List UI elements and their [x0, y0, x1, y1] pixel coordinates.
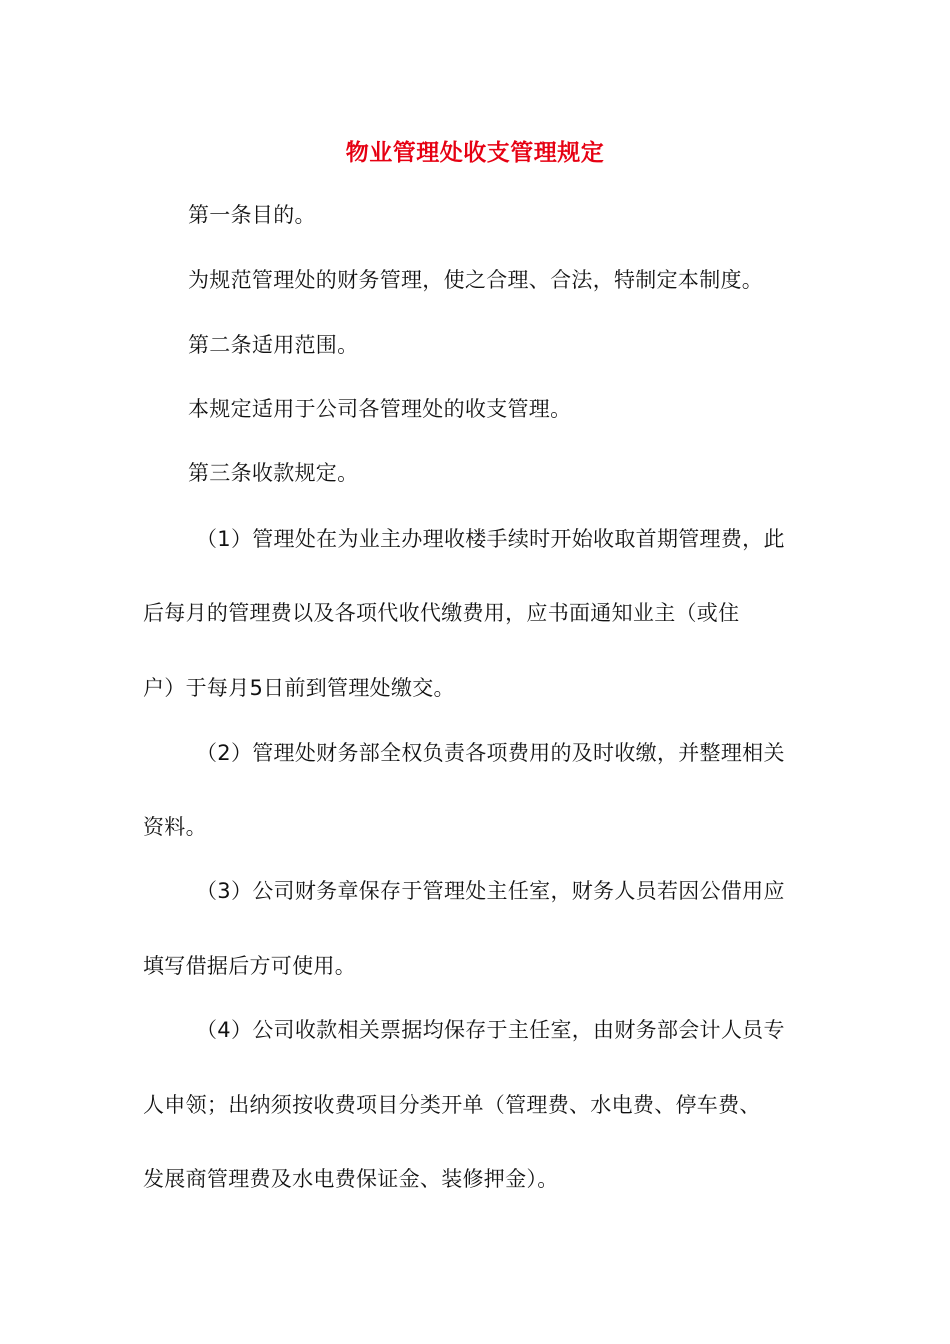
clause-3-line-2: 填写借据后方可使用。	[143, 954, 356, 978]
document-title: 物业管理处收支管理规定	[345, 140, 605, 166]
clause-4-line-1: （4）公司收款相关票据均保存于主任室，由财务部会计人员专	[196, 1018, 785, 1042]
clause-1-line-2: 后每月的管理费以及各项代收代缴费用，应书面通知业主（或住	[143, 601, 740, 625]
clause-4-line-2: 人申领；出纳须按收费项目分类开单（管理费、水电费、停车费、	[143, 1093, 761, 1117]
clause-2-line-2: 资料。	[143, 815, 207, 839]
article-1-body: 为规范管理处的财务管理，使之合理、合法，特制定本制度。	[188, 268, 764, 292]
clause-1-line-1: （1）管理处在为业主办理收楼手续时开始收取首期管理费，此	[196, 527, 785, 551]
clause-3-line-1: （3）公司财务章保存于管理处主任室，财务人员若因公借用应	[196, 879, 785, 903]
article-1-heading: 第一条目的。	[188, 203, 316, 227]
clause-2-line-1: （2）管理处财务部全权负责各项费用的及时收缴，并整理相关	[196, 741, 785, 765]
article-3-heading: 第三条收款规定。	[188, 461, 359, 485]
article-2-body: 本规定适用于公司各管理处的收支管理。	[188, 397, 572, 421]
clause-1-line-3: 户）于每月5日前到管理处缴交。	[143, 676, 455, 700]
article-2-heading: 第二条适用范围。	[188, 333, 359, 357]
clause-4-line-3: 发展商管理费及水电费保证金、装修押金）。	[143, 1167, 559, 1191]
